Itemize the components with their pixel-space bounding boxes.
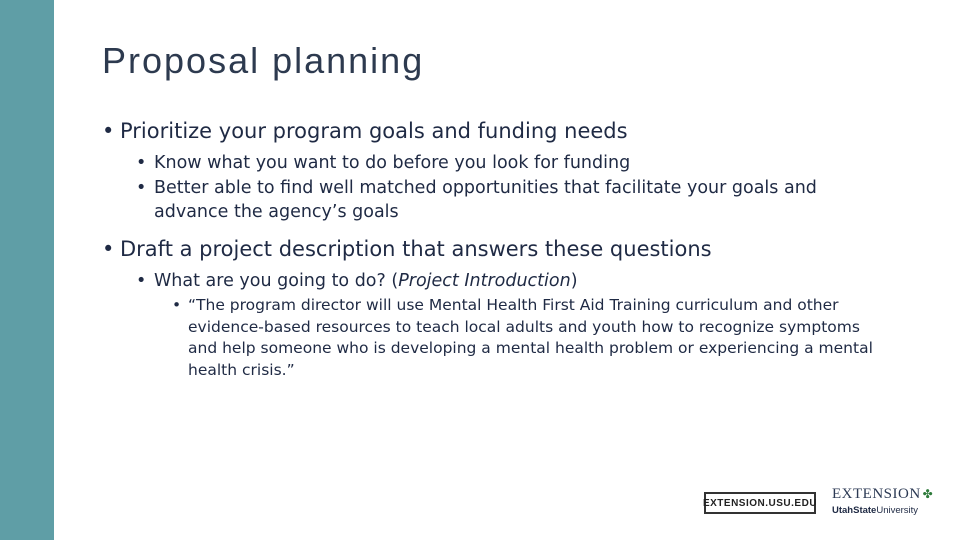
slide-content <box>102 118 892 394</box>
bullet-level2: • Know what you want to do before you look for funding <box>136 153 631 174</box>
bullet-level2: • What are you going to do? (Project Introduction) <box>136 271 578 292</box>
extension-wordmark <box>832 486 942 503</box>
bullet-text: What are you going to do? ( <box>154 271 399 292</box>
four-leaf-clover-icon: ✤ <box>922 487 934 501</box>
left-accent-bar <box>0 0 54 540</box>
usu-extension-logo <box>832 486 942 516</box>
bullet-text-close: ) <box>570 271 578 292</box>
bullet-level1: • Draft a project description that answers these questions <box>102 237 712 262</box>
bullet-level3: • “The program director will use Mental Health First Aid Training curriculum and other evidence-based resources to teach local adults and youth how to recognize symptoms and help someone who is developing a mental health problem or experiencing a mental health crisis.” <box>172 296 873 380</box>
bullet-italic-text: Project Introduction <box>398 271 571 292</box>
usu-wordmark <box>832 505 942 516</box>
bullet-text: Know what you want to do before you look for funding <box>154 153 631 174</box>
extension-url-logo: EXTENSION.USU.EDU <box>704 492 816 514</box>
bullet-level1: • Prioritize your program goals and funding needs <box>102 119 628 143</box>
slide-title: Proposal planning <box>102 40 425 81</box>
usu-rest: University <box>876 505 919 516</box>
quote-text: “The program director will use Mental Health First Aid Training curriculum and other evidence-based resources to teach local adults and youth how to recognize symptoms and help someone who is developing a mental health problem or experiencing a mental health crisis.” <box>188 296 873 380</box>
bullet-group-2 <box>102 236 892 382</box>
bullet-text: Better able to find well matched opportunities that facilitate your goals and advance the agency’s goals <box>154 177 817 222</box>
extension-word: EXTENSION <box>832 486 921 502</box>
usu-bold: UtahState <box>832 505 877 516</box>
bullet-group-1 <box>102 118 892 224</box>
bullet-level2: • Better able to find well matched opportunities that facilitate your goals and advance the agency’s goals <box>136 177 817 222</box>
bullet-text: Prioritize your program goals and funding needs <box>120 119 628 143</box>
bullet-text: Draft a project description that answers these questions <box>120 237 712 262</box>
